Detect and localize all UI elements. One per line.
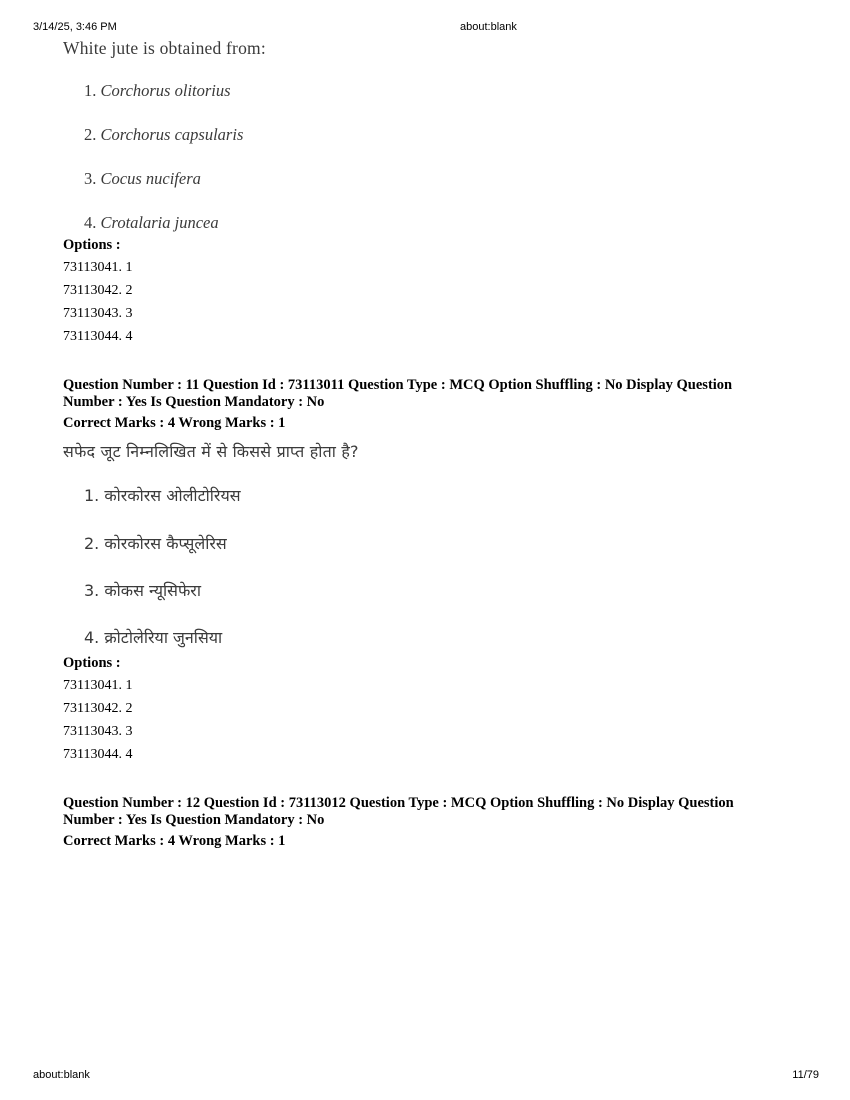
choice-number: 4.: [84, 213, 97, 232]
option-id-line: 73113044. 4: [63, 329, 133, 344]
question-image-english: [63, 38, 266, 232]
option-id-line: 73113044. 4: [63, 747, 133, 762]
options-label: Options :: [63, 655, 121, 671]
choice-item: [84, 484, 241, 506]
choice-item: [84, 81, 231, 101]
choice-number: 1.: [84, 81, 97, 100]
print-page-number: 11/79: [792, 1069, 819, 1081]
marks-line: Correct Marks : 4 Wrong Marks : 1: [63, 833, 286, 849]
choice-number: 1.: [84, 486, 100, 505]
question-meta: Question Number : 12 Question Id : 73113012 Question Type : MCQ Option Shuffling : No Display Question Number : Yes Is Question Mandatory : No: [63, 795, 734, 828]
choice-text: कोरकोरस ओलीटोरियस: [104, 486, 241, 505]
choice-text: Crotalaria juncea: [100, 213, 219, 232]
options-label: Options :: [63, 237, 121, 253]
option-id-line: 73113041. 1: [63, 260, 133, 275]
choice-item: [84, 169, 201, 189]
question-image-hindi: [63, 440, 359, 647]
choice-text: कोरकोरस कैप्सूलेरिस: [104, 534, 227, 553]
option-id-line: 73113042. 2: [63, 283, 133, 298]
choice-text: Corchorus capsularis: [100, 125, 244, 144]
choice-number: 3.: [84, 169, 97, 188]
choice-number: 3.: [84, 581, 100, 600]
choice-text: Cocus nucifera: [100, 169, 201, 188]
option-id-line: 73113042. 2: [63, 701, 133, 716]
marks-line: Correct Marks : 4 Wrong Marks : 1: [63, 415, 286, 431]
choice-item: [84, 213, 219, 233]
option-id-line: 73113041. 1: [63, 678, 133, 693]
question-text: White jute is obtained from:: [63, 38, 266, 58]
choice-item: [84, 626, 222, 648]
option-id-line: 73113043. 3: [63, 724, 133, 739]
choice-text: कोकस न्यूसिफेरा: [104, 581, 201, 600]
choice-number: 4.: [84, 628, 100, 647]
option-id-line: 73113043. 3: [63, 306, 133, 321]
choice-item: [84, 579, 201, 601]
print-datetime: 3/14/25, 3:46 PM: [33, 21, 117, 33]
choice-number: 2.: [84, 125, 97, 144]
choice-text: Corchorus olitorius: [100, 81, 231, 100]
print-url: about:blank: [33, 1069, 90, 1081]
choice-item: [84, 532, 227, 554]
choice-number: 2.: [84, 534, 100, 553]
print-page-title: about:blank: [460, 21, 517, 33]
choice-text: क्रोटोलेरिया जुनसिया: [104, 628, 223, 647]
choice-item: [84, 125, 243, 145]
question-text: सफेद जूट निम्नलिखित में से किससे प्राप्त होता है?: [63, 442, 359, 461]
question-meta: Question Number : 11 Question Id : 73113011 Question Type : MCQ Option Shuffling : No Display Question Number : Yes Is Question Mandatory : No: [63, 377, 733, 410]
